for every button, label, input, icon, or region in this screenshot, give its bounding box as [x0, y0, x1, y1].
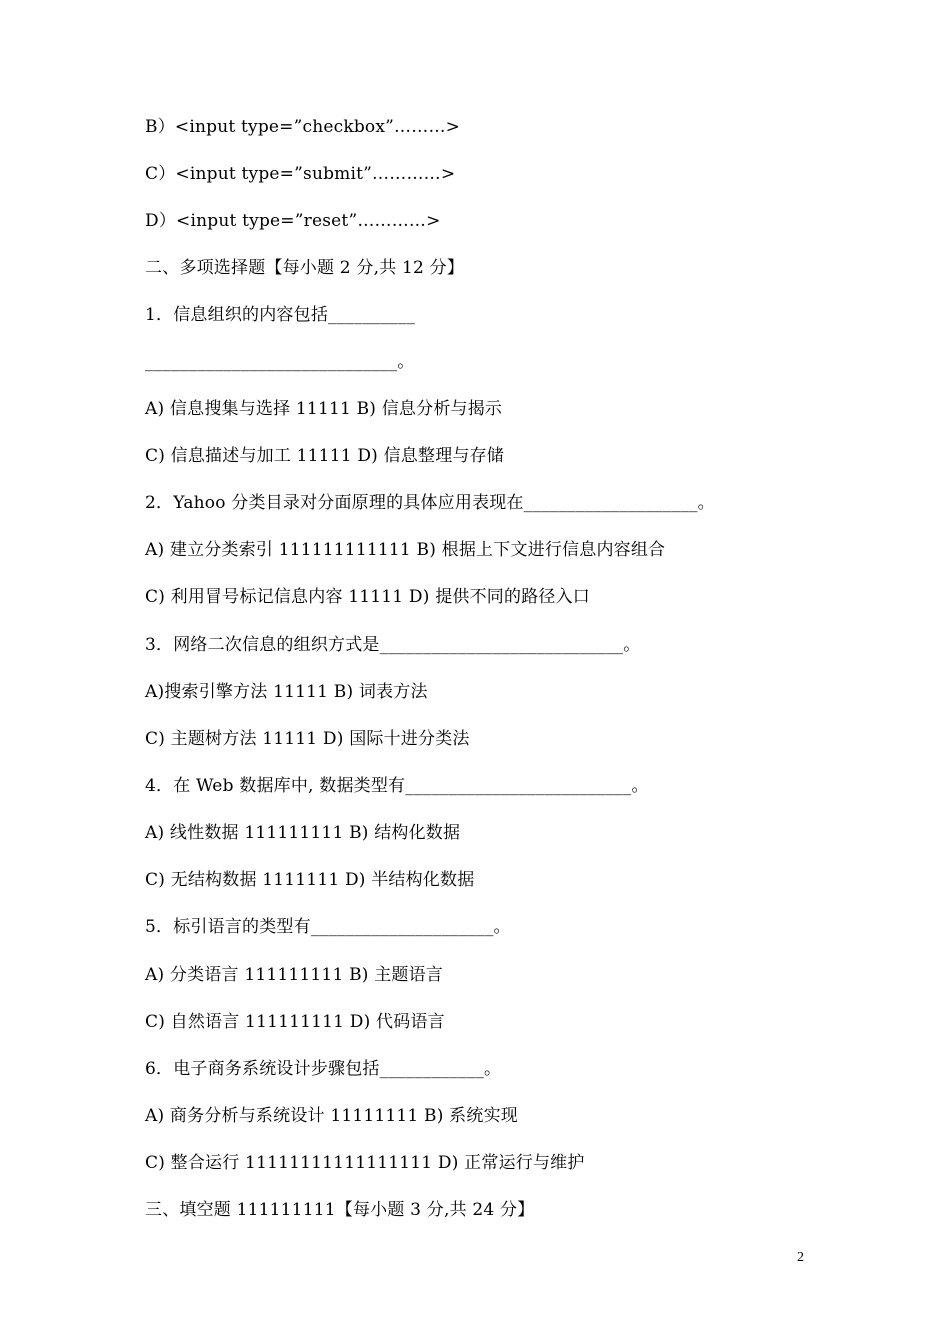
- question-3-options-ab: A)搜索引擎方法 11111 B) 词表方法: [145, 682, 428, 702]
- option-d-reset: D）<input type=”reset”…………>: [145, 211, 441, 231]
- question-4: 4．在 Web 数据库中, 数据类型有__________________________。: [145, 776, 649, 796]
- section-heading-fill-in: 三、填空题 111111111【每小题 3 分,共 24 分】: [145, 1200, 535, 1220]
- option-c-submit: C）<input type=”submit”…………>: [145, 164, 456, 184]
- question-6-options-cd: C) 整合运行 11111111111111111 D) 正常运行与维护: [145, 1153, 585, 1173]
- question-1-blank: _____________________________。: [145, 352, 415, 372]
- question-5-options-ab: A) 分类语言 111111111 B) 主题语言: [145, 965, 443, 985]
- question-1: 1．信息组织的内容包括__________: [145, 305, 416, 325]
- question-4-options-ab: A) 线性数据 111111111 B) 结构化数据: [145, 823, 461, 843]
- section-heading-multiple-choice: 二、多项选择题【每小题 2 分,共 12 分】: [145, 258, 465, 278]
- question-3-options-cd: C) 主题树方法 11111 D) 国际十进分类法: [145, 729, 470, 749]
- option-b-checkbox: B）<input type=”checkbox”………>: [145, 117, 461, 137]
- question-2: 2．Yahoo 分类目录对分面原理的具体应用表现在____________________。: [145, 493, 715, 513]
- question-5: 5．标引语言的类型有_____________________。: [145, 917, 511, 937]
- question-5-options-cd: C) 自然语言 111111111 D) 代码语言: [145, 1012, 445, 1032]
- question-6: 6．电子商务系统设计步骤包括____________。: [145, 1059, 502, 1079]
- question-3: 3．网络二次信息的组织方式是____________________________。: [145, 635, 641, 655]
- page-number: 2: [797, 1250, 804, 1265]
- question-2-options-ab: A) 建立分类索引 111111111111 B) 根据上下文进行信息内容组合: [145, 540, 666, 560]
- question-6-options-ab: A) 商务分析与系统设计 11111111 B) 系统实现: [145, 1106, 518, 1126]
- question-1-options-ab: A) 信息搜集与选择 11111 B) 信息分析与揭示: [145, 399, 503, 419]
- question-4-options-cd: C) 无结构数据 1111111 D) 半结构化数据: [145, 870, 475, 890]
- question-1-options-cd: C) 信息描述与加工 11111 D) 信息整理与存储: [145, 446, 504, 466]
- question-2-options-cd: C) 利用冒号标记信息内容 11111 D) 提供不同的路径入口: [145, 587, 590, 607]
